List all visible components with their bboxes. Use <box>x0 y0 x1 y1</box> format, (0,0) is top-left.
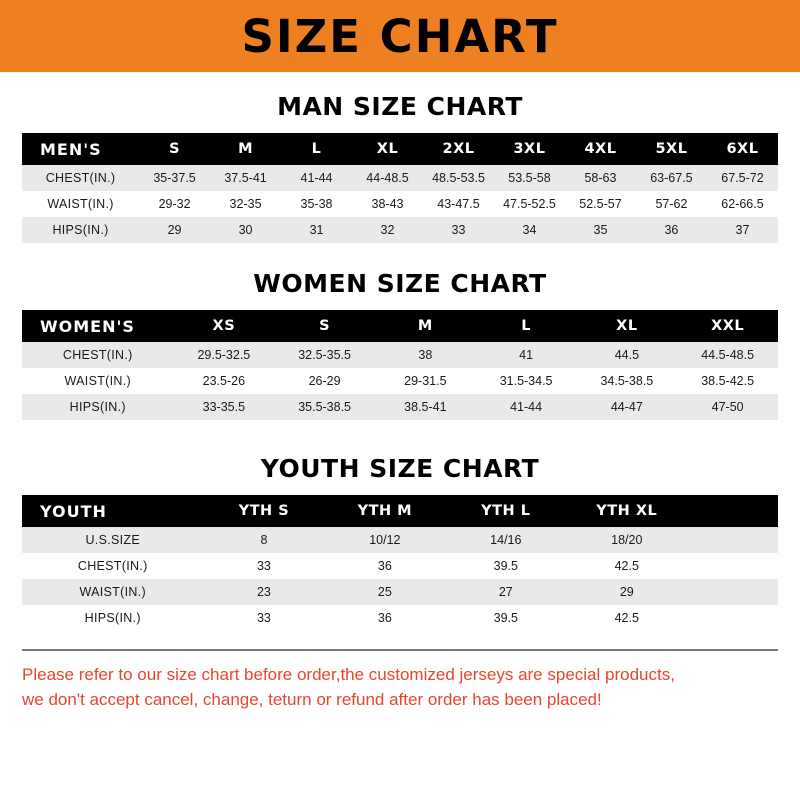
cell: 47.5-52.5 <box>503 197 556 211</box>
table-row <box>22 579 778 605</box>
cell: 63-67.5 <box>650 171 693 185</box>
youth-header-spacer <box>687 495 778 527</box>
section-title-women: WOMEN SIZE CHART <box>253 269 547 298</box>
cell: 27 <box>498 585 513 599</box>
cell-spacer <box>687 527 778 553</box>
table-row <box>22 527 778 553</box>
youth-col-header: YTH L <box>481 503 531 519</box>
cell: 10/12 <box>369 533 401 547</box>
cell: 42.5 <box>614 611 639 625</box>
row-label: CHEST(IN.) <box>77 559 148 573</box>
cell: 33 <box>451 223 466 237</box>
cell: 35-38 <box>300 197 333 211</box>
page-title: SIZE CHART <box>241 9 559 63</box>
men-col-header: XL <box>376 141 399 157</box>
cell: 35.5-38.5 <box>298 400 352 414</box>
youth-table-header-row <box>22 495 778 527</box>
women-table-header-row <box>22 310 778 342</box>
men-col-header: 4XL <box>584 141 617 157</box>
table-row <box>22 368 778 394</box>
table-row <box>22 553 778 579</box>
cell: 38.5-42.5 <box>701 374 755 388</box>
page-banner <box>0 0 800 72</box>
cell: 53.5-58 <box>508 171 551 185</box>
table-row <box>22 342 778 368</box>
cell: 33 <box>256 611 271 625</box>
cell: 30 <box>238 223 253 237</box>
table-row <box>22 165 778 191</box>
cell: 29.5-32.5 <box>197 348 251 362</box>
cell: 41-44 <box>510 400 543 414</box>
table-row <box>22 394 778 420</box>
cell: 14/16 <box>490 533 522 547</box>
cell: 33 <box>256 559 271 573</box>
table-row <box>22 191 778 217</box>
cell: 34.5-38.5 <box>600 374 654 388</box>
cell: 35-37.5 <box>153 171 196 185</box>
cell: 31 <box>309 223 324 237</box>
youth-col-header: YTH XL <box>596 503 658 519</box>
section-title-youth: YOUTH SIZE CHART <box>260 454 540 483</box>
cell: 38-43 <box>371 197 404 211</box>
row-label: WAIST(IN.) <box>47 197 114 211</box>
women-col-header: M <box>417 318 433 334</box>
cell: 36 <box>377 611 392 625</box>
cell: 37 <box>735 223 750 237</box>
note-line-1: Please refer to our size chart before order,the customized jerseys are special products, <box>22 665 675 684</box>
women-col-header: XL <box>616 318 638 334</box>
cell: 26-29 <box>308 374 341 388</box>
youth-col-header: YTH S <box>238 503 290 519</box>
cell: 48.5-53.5 <box>432 171 485 185</box>
cell-spacer <box>687 605 778 631</box>
cell: 29-32 <box>158 197 191 211</box>
row-label: CHEST(IN.) <box>62 348 133 362</box>
cell: 36 <box>664 223 679 237</box>
cell: 35 <box>593 223 608 237</box>
women-row-label-header: WOMEN'S <box>40 316 135 336</box>
cell: 44-47 <box>610 400 643 414</box>
section-title-man: MAN SIZE CHART <box>277 92 523 121</box>
cell: 37.5-41 <box>224 171 267 185</box>
cell: 32.5-35.5 <box>298 348 352 362</box>
men-table-header-row <box>22 133 778 165</box>
women-col-header: S <box>319 318 331 334</box>
table-row <box>22 605 778 631</box>
cell: 41 <box>519 348 534 362</box>
row-label: HIPS(IN.) <box>52 223 109 237</box>
cell: 25 <box>377 585 392 599</box>
cell: 33-35.5 <box>202 400 246 414</box>
row-label: U.S.SIZE <box>85 533 140 547</box>
row-label: CHEST(IN.) <box>45 171 116 185</box>
cell: 58-63 <box>584 171 617 185</box>
cell: 41-44 <box>300 171 333 185</box>
row-label: WAIST(IN.) <box>79 585 146 599</box>
youth-col-header: YTH M <box>357 503 413 519</box>
row-label: HIPS(IN.) <box>69 400 126 414</box>
cell: 29 <box>619 585 634 599</box>
order-policy-note <box>0 651 800 712</box>
cell: 42.5 <box>614 559 639 573</box>
cell: 44-48.5 <box>366 171 409 185</box>
cell: 36 <box>377 559 392 573</box>
women-size-table <box>22 310 778 420</box>
note-line-2: we don't accept cancel, change, teturn or refund after order has been placed! <box>22 689 602 709</box>
cell: 38.5-41 <box>404 400 447 414</box>
men-col-header: S <box>169 141 181 157</box>
women-col-header: XS <box>212 318 236 334</box>
cell: 47-50 <box>711 400 744 414</box>
cell: 29 <box>167 223 182 237</box>
cell: 18/20 <box>611 533 643 547</box>
cell: 43-47.5 <box>437 197 480 211</box>
cell: 39.5 <box>493 611 518 625</box>
men-col-header: 5XL <box>655 141 688 157</box>
men-col-header: L <box>311 141 322 157</box>
row-label: HIPS(IN.) <box>84 611 141 625</box>
men-col-header: 3XL <box>513 141 546 157</box>
cell: 44.5-48.5 <box>701 348 755 362</box>
cell: 31.5-34.5 <box>499 374 553 388</box>
table-row <box>22 217 778 243</box>
cell: 8 <box>260 533 268 547</box>
cell: 23 <box>256 585 271 599</box>
cell: 29-31.5 <box>404 374 447 388</box>
women-col-header: XXL <box>711 318 745 334</box>
cell: 23.5-26 <box>202 374 246 388</box>
cell: 52.5-57 <box>579 197 622 211</box>
cell: 34 <box>522 223 537 237</box>
cell: 38 <box>418 348 433 362</box>
men-col-header: 2XL <box>442 141 475 157</box>
cell: 44.5 <box>614 348 640 362</box>
cell-spacer <box>687 579 778 605</box>
cell: 67.5-72 <box>721 171 764 185</box>
row-label: WAIST(IN.) <box>64 374 131 388</box>
cell: 62-66.5 <box>721 197 764 211</box>
youth-size-table <box>22 495 778 631</box>
cell: 32 <box>380 223 395 237</box>
men-row-label-header: MEN'S <box>40 139 102 159</box>
cell: 39.5 <box>493 559 518 573</box>
cell-spacer <box>687 553 778 579</box>
youth-row-label-header: YOUTH <box>40 501 107 521</box>
men-col-header: M <box>238 141 253 157</box>
women-col-header: L <box>521 318 531 334</box>
charts-container <box>0 92 800 651</box>
cell: 57-62 <box>655 197 688 211</box>
men-col-header: 6XL <box>726 141 759 157</box>
cell: 32-35 <box>229 197 262 211</box>
men-size-table <box>22 133 778 243</box>
